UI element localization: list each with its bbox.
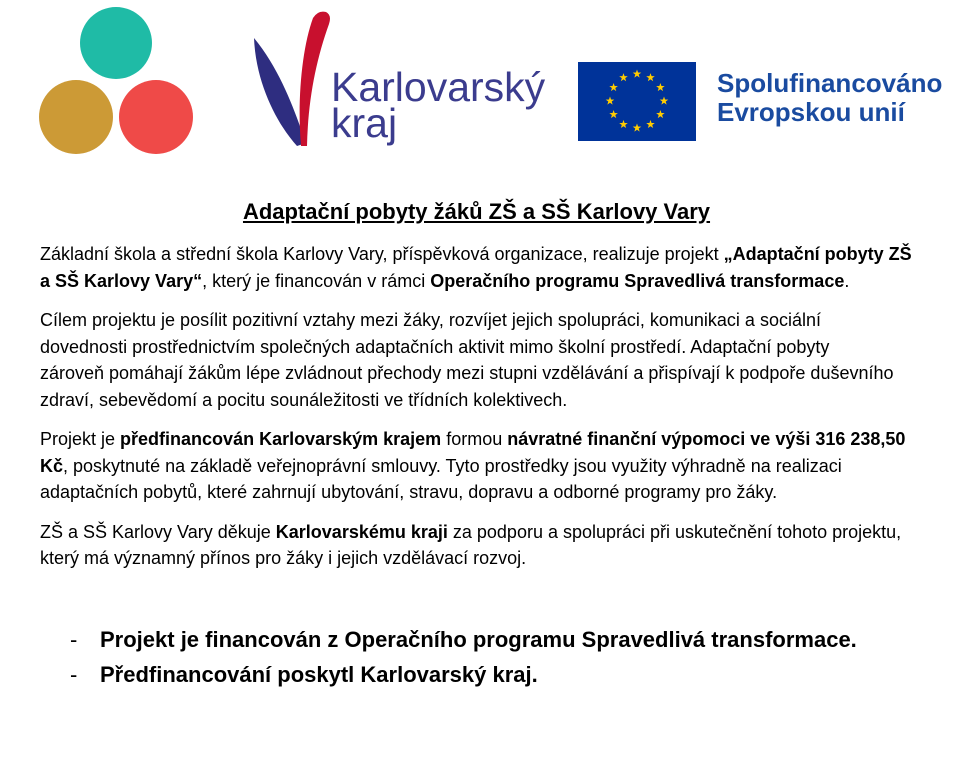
document-body [40,241,912,585]
paragraph-intro [40,241,912,294]
paragraph-line [40,307,912,334]
bold-text-run: návratné finanční výpomoci ve výši 316 238,50 [507,429,906,449]
kraj-red-swoosh [300,12,330,146]
bullet-item [0,622,969,657]
red-circle [119,80,193,154]
text-run: formou [441,429,508,449]
bullet-text: Předfinancování poskytl Karlovarský kraj. [100,662,538,687]
bullet-text: Projekt je financován z Operačního programu Spravedlivá transformace. [100,627,857,652]
paragraph-line [40,334,912,361]
text-run: . [844,270,850,291]
eu-cofunding-text-line1: Spolufinancováno [717,68,943,98]
text-run: který má významný přínos pro žáky i jejich vzdělávací rozvoj. [40,548,527,568]
bold-text-run: předfinancován Karlovarským krajem [120,429,442,449]
bullet-item [0,657,969,692]
document-title: Adaptační pobyty žáků ZŠ a SŠ Karlovy Vary [242,199,711,224]
eu-flag [578,62,696,141]
text-run: Základní škola a střední škola Karlovy Vary, příspěvková organizace, realizuje projekt [40,244,724,264]
paragraph-line [40,545,912,572]
paragraph-line [40,241,912,268]
text-run: , který je financován v rámci [202,270,431,291]
eu-cofunding-text-line2: Evropskou unií [717,97,905,127]
paragraph-line [40,426,912,453]
kraj-logo-text-line2: kraj [331,100,398,146]
kraj-logo-text-line1: Karlovarský [331,64,546,110]
paragraph-line [40,479,912,506]
text-run: Cílem projektu je posílit pozitivní vztahy mezi žáky, rozvíjet jejich spolupráci, komunikaci a sociální [40,310,821,330]
bullet-list [0,622,969,692]
text-run: Projekt je [40,429,121,449]
paragraph-line [40,453,912,480]
bullet-marker: - [70,662,78,687]
bold-text-run: Operačního programu Spravedlivá transformace [430,270,845,291]
paragraph-line [40,268,912,295]
bullet-marker: - [70,627,78,652]
bold-text-run: Kč [40,455,64,476]
text-run: adaptačních pobytů, které zahrnují ubytování, stravu, dopravu a odborné programy pro žáky. [40,482,778,502]
gold-circle [39,80,113,154]
karlovarsky-kraj-emblem [254,12,330,146]
bold-text-run: „Adaptační pobyty ZŠ [723,244,912,264]
text-run: dovednosti prostřednictvím společných adaptačních aktivit mimo školní prostředí. Adaptační pobyty [40,336,830,357]
paragraph-line [40,519,912,546]
text-run: , poskytnuté na základě veřejnoprávní smlouvy. Tyto prostředky jsou využity výhradně na realizaci [63,455,842,476]
three-circles-logo [39,7,193,154]
teal-circle [80,7,152,79]
kraj-blue-swoosh [254,38,306,146]
paragraph-line [40,360,912,387]
paragraph-prefinancing [40,426,912,506]
text-run: ZŠ a SŠ Karlovy Vary děkuje [40,521,276,542]
paragraph-line [40,387,912,414]
text-run: zdraví, sebevědomí a pocitu sounáležitosti ve třídních kolektivech. [40,389,568,410]
text-run: zároveň pomáhají žákům lépe zvládnout přechody mezi stupni vzdělávání a přispívají k podpoře duševního [40,363,894,383]
bold-text-run: Karlovarskému kraji [275,521,448,542]
paragraph-thanks [40,519,912,572]
paragraph-goals [40,307,912,413]
text-run: za podporu a spolupráci při uskutečnění tohoto projektu, [447,521,902,542]
bold-text-run: a SŠ Karlovy Vary“ [40,270,203,291]
